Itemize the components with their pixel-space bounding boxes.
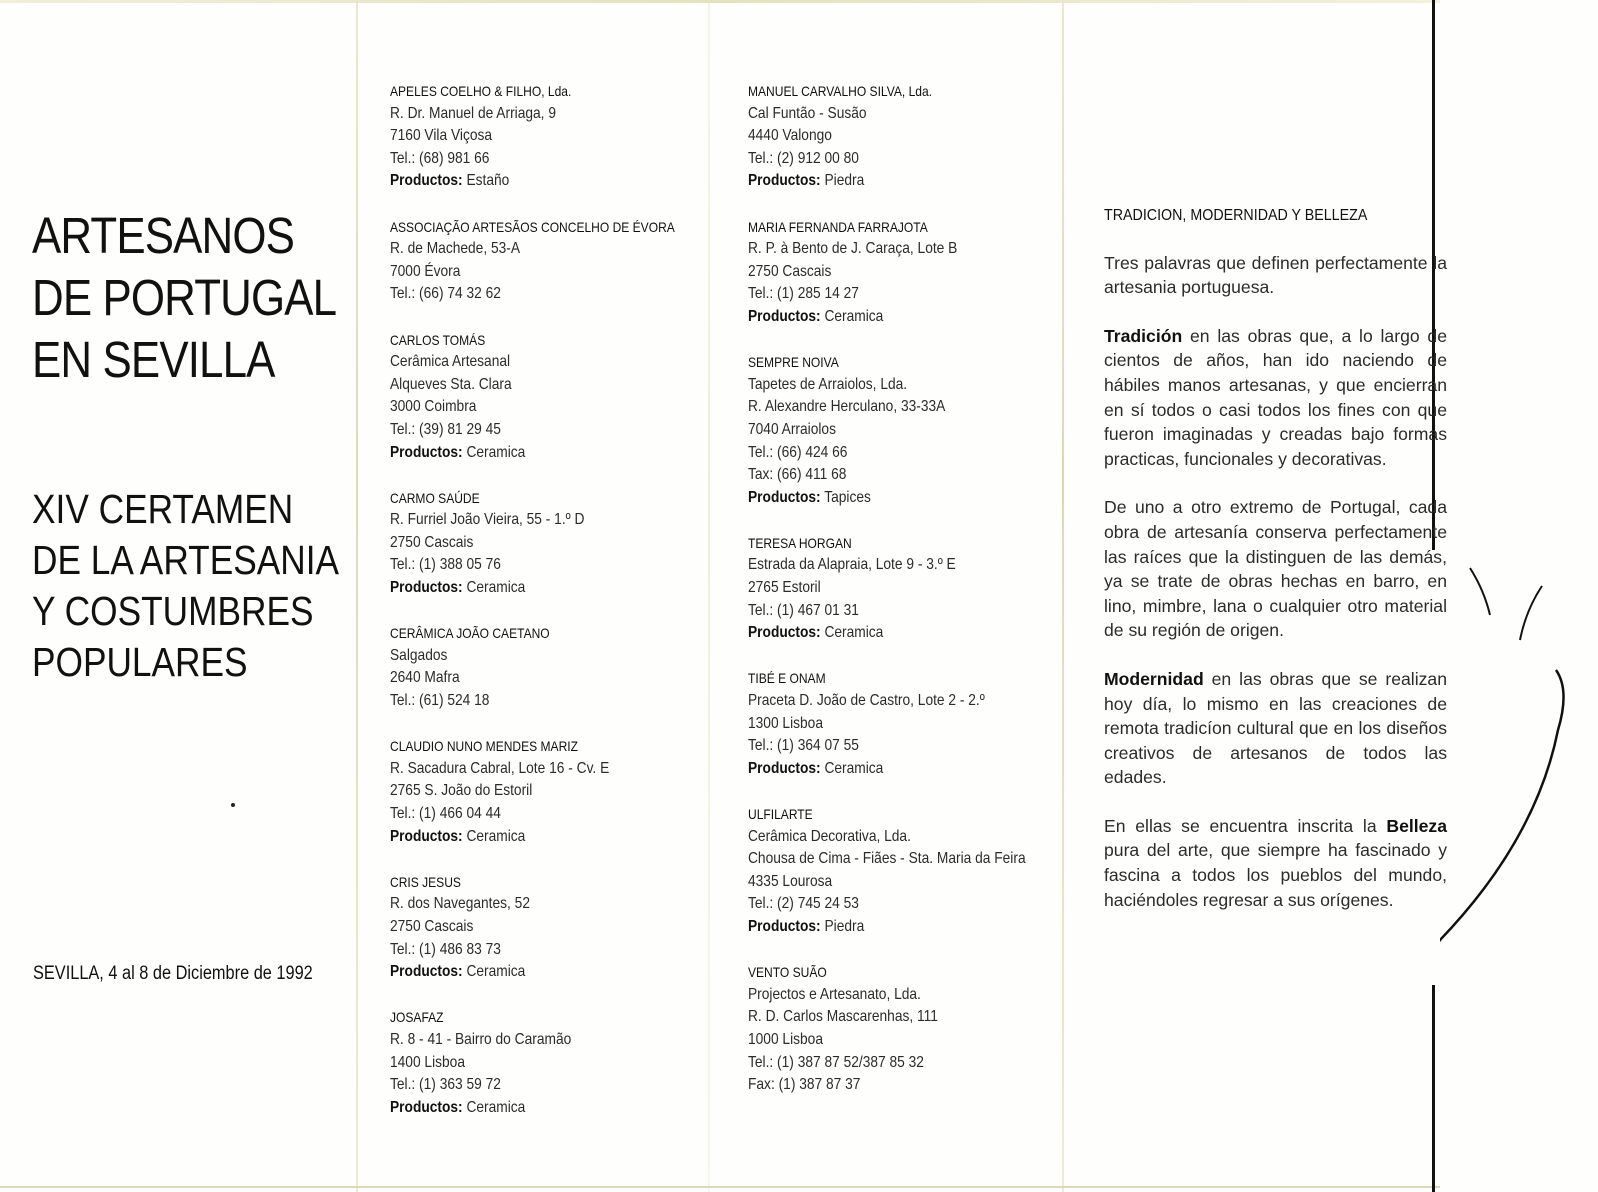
exhibitor-entry xyxy=(390,622,675,712)
vase-cutout-outline xyxy=(1440,540,1590,990)
products-label: Productos: xyxy=(748,307,821,325)
exhibitor-detail: Tel.: (1) 387 87 52/387 85 32 xyxy=(748,1053,924,1071)
exhibitor-detail: Tel.: (1) 467 01 31 xyxy=(748,601,859,619)
exhibitor-name: TERESA HORGAN xyxy=(748,534,852,551)
exhibitor-products xyxy=(390,961,675,984)
ink-speck xyxy=(231,803,235,807)
exhibitor-detail: Tel.: (1) 388 05 76 xyxy=(390,556,501,574)
product-type: Tapices xyxy=(824,488,871,506)
exhibitor-products xyxy=(748,306,1026,329)
exhibitor-detail: 7000 Évora xyxy=(390,262,461,280)
paragraph-text: pura del arte, que siempre ha fascinado y fascina a todos los pueblos del mundo, haciéndoles regresar a sus orígenes. xyxy=(1104,840,1447,910)
exhibitor-products xyxy=(748,487,1026,510)
exhibitor-name: JOSAFAZ xyxy=(390,1009,444,1026)
exhibitor-entry xyxy=(390,1006,675,1119)
cover-subtitle-line: POPULARES xyxy=(32,639,248,685)
exhibitor-name: APELES COELHO & FILHO, Lda. xyxy=(390,83,572,99)
products-label: Productos: xyxy=(390,963,463,981)
product-type: Ceramica xyxy=(466,443,526,461)
exhibitor-detail: Salgados xyxy=(390,646,448,664)
exhibitor-name: VENTO SUÃO xyxy=(748,964,827,981)
intro-paragraph: De uno a otro extremo de Portugal, cada obra de artesanía conserva perfectamente las raíces que la distinguen de las demás, ya se trate de obras hechas en barro, en lino, mimbre, lana o cualquier otro material de su región de origen. xyxy=(1104,497,1447,641)
exhibitor-detail: 2765 Estoril xyxy=(748,579,821,597)
exhibitor-entry xyxy=(748,667,1026,780)
exhibitor-entry xyxy=(390,871,675,984)
exhibitor-name: CARMO SAÚDE xyxy=(390,489,480,506)
cover-subtitle-line: XIV CERTAMEN xyxy=(32,486,294,532)
fold-line xyxy=(1062,0,1064,1192)
product-type: Estaño xyxy=(466,172,510,190)
exhibitor-products xyxy=(748,916,1026,939)
keyword-modernidad: Modernidad xyxy=(1104,668,1204,689)
exhibitor-entry xyxy=(390,80,675,193)
exhibitor-products xyxy=(748,622,1026,645)
exhibitor-entry xyxy=(390,487,675,600)
exhibitor-detail: R. Sacadura Cabral, Lote 16 - Cv. E xyxy=(390,759,610,777)
product-type: Ceramica xyxy=(466,579,526,597)
fold-line xyxy=(708,0,710,1192)
exhibitor-detail: R. Dr. Manuel de Arriaga, 9 xyxy=(390,104,556,122)
exhibitor-entry xyxy=(748,80,1026,193)
exhibitor-entry xyxy=(748,532,1026,645)
exhibitor-name: CRIS JESUS xyxy=(390,873,461,890)
exhibitor-detail: Tel.: (66) 424 66 xyxy=(748,443,848,461)
product-type: Ceramica xyxy=(466,827,526,845)
exhibitor-name: TIBÉ E ONAM xyxy=(748,670,826,687)
exhibitor-detail: 2640 Mafra xyxy=(390,669,460,687)
products-label: Productos: xyxy=(390,1098,463,1116)
exhibitor-detail: Tel.: (1) 486 83 73 xyxy=(390,940,501,958)
exhibitor-name: MARIA FERNANDA FARRAJOTA xyxy=(748,218,928,235)
cover-subtitle-line: DE LA ARTESANIA xyxy=(32,537,340,583)
intro-panel xyxy=(1104,204,1447,936)
exhibitor-name: CLAUDIO NUNO MENDES MARIZ xyxy=(390,738,578,755)
product-type: Ceramica xyxy=(824,759,884,777)
exhibitor-detail: 2750 Cascais xyxy=(390,917,474,935)
exhibitor-entry xyxy=(390,329,675,465)
exhibitor-name: ASSOCIAÇÃO ARTESÃOS CONCELHO DE ÉVORA xyxy=(390,218,675,235)
exhibitor-products xyxy=(748,170,1026,193)
exhibitor-detail: 7160 Vila Viçosa xyxy=(390,127,493,145)
cover-subtitle-line: Y COSTUMBRES xyxy=(32,588,314,634)
exhibitor-entry xyxy=(390,735,675,848)
exhibitor-detail: Cerâmica Decorativa, Lda. xyxy=(748,827,911,845)
exhibitor-products xyxy=(748,758,1026,781)
exhibitor-detail: Alqueves Sta. Clara xyxy=(390,375,512,393)
exhibitor-detail: R. de Machede, 53-A xyxy=(390,240,521,258)
paragraph-text: en las obras que, a lo largo de cientos de años, han ido naciendo de hábiles manos artesanas, y que encierran en sí todos o casi todos los fines con que fueron imaginadas y creadas bajo formas practicas, funcionales y decorativas. xyxy=(1104,325,1447,469)
exhibitor-detail: Tel.: (1) 466 04 44 xyxy=(390,805,501,822)
products-label: Productos: xyxy=(748,917,821,935)
cover-title xyxy=(32,205,336,391)
paragraph-text: en las obras que se realizan hoy día, lo mismo en las creaciones de remota tradicíon cultural que en los diseños creativos de artesanos de todos las edades. xyxy=(1104,668,1447,788)
exhibitor-name: CARLOS TOMÁS xyxy=(390,331,486,348)
exhibitor-detail: Projectos e Artesanato, Lda. xyxy=(748,985,921,1003)
exhibitor-name: CERÂMICA JOÃO CAETANO xyxy=(390,625,550,642)
exhibitor-detail: Tapetes de Arraiolos, Lda. xyxy=(748,375,908,393)
exhibitor-detail: Fax: (1) 387 87 37 xyxy=(748,1076,861,1094)
products-label: Productos: xyxy=(748,172,821,190)
product-type: Piedra xyxy=(824,172,865,190)
directory-column-2 xyxy=(748,80,1026,1119)
exhibitor-detail: Estrada da Alapraia, Lote 9 - 3.º E xyxy=(748,556,956,574)
directory-column-1 xyxy=(390,80,675,1142)
exhibitor-detail: R. P. à Bento de J. Caraça, Lote B xyxy=(748,240,958,258)
paragraph-text: En ellas se encuentra inscrita la xyxy=(1104,815,1387,836)
die-cut-edge xyxy=(1432,985,1435,1192)
exhibitor-detail: R. Alexandre Herculano, 33-33A xyxy=(748,398,946,416)
keyword-belleza: Belleza xyxy=(1386,815,1447,836)
exhibitor-detail: 1300 Lisboa xyxy=(748,714,823,732)
exhibitor-detail: 1400 Lisboa xyxy=(390,1053,465,1071)
exhibitor-name: MANUEL CARVALHO SILVA, Lda. xyxy=(748,83,933,99)
event-date: SEVILLA, 4 al 8 de Diciembre de 1992 xyxy=(33,963,313,984)
paper-top-edge xyxy=(0,0,1440,3)
exhibitor-detail: Tel.: (1) 363 59 72 xyxy=(390,1076,501,1094)
product-type: Ceramica xyxy=(466,1098,526,1116)
exhibitor-detail: Tel.: (66) 74 32 62 xyxy=(390,285,501,303)
product-type: Ceramica xyxy=(824,307,884,325)
exhibitor-entry xyxy=(748,961,1026,1097)
exhibitor-detail: 4335 Lourosa xyxy=(748,872,833,890)
exhibitor-detail: Praceta D. João de Castro, Lote 2 - 2.º xyxy=(748,692,985,710)
products-label: Productos: xyxy=(748,488,821,506)
exhibitor-detail: 2750 Cascais xyxy=(390,533,474,551)
product-type: Ceramica xyxy=(466,963,526,981)
cover-subtitle xyxy=(32,484,339,688)
exhibitor-products xyxy=(390,170,675,193)
exhibitor-products xyxy=(390,442,675,465)
product-type: Ceramica xyxy=(824,624,884,642)
intro-paragraph xyxy=(1104,814,1447,912)
exhibitor-products xyxy=(390,577,675,600)
exhibitor-detail: 2765 S. João do Estoril xyxy=(390,782,533,800)
products-label: Productos: xyxy=(748,624,821,642)
products-label: Productos: xyxy=(390,443,463,461)
cover-title-line: EN SEVILLA xyxy=(32,331,275,388)
product-type: Piedra xyxy=(824,917,865,935)
intro-paragraph: Tres palavras que definen perfectamente la artesania portuguesa. xyxy=(1104,252,1447,298)
exhibitor-detail: Cal Funtão - Susão xyxy=(748,104,867,122)
exhibitor-entry xyxy=(748,216,1026,329)
exhibitor-detail: R. dos Navegantes, 52 xyxy=(390,895,530,913)
products-label: Productos: xyxy=(748,759,821,777)
exhibitor-detail: Tel.: (1) 285 14 27 xyxy=(748,285,859,303)
intro-heading: TRADICION, MODERNIDAD Y BELLEZA xyxy=(1104,207,1368,224)
exhibitor-products xyxy=(390,826,675,849)
exhibitor-detail: 1000 Lisboa xyxy=(748,1030,823,1048)
exhibitor-entry xyxy=(748,803,1026,939)
exhibitor-detail: Cerâmica Artesanal xyxy=(390,353,511,371)
fold-line xyxy=(356,0,358,1192)
exhibitor-detail: R. Furriel João Vieira, 55 - 1.º D xyxy=(390,511,585,529)
exhibitor-detail: Tel.: (2) 912 00 80 xyxy=(748,149,859,167)
exhibitor-detail: Tel.: (1) 364 07 55 xyxy=(748,737,859,755)
exhibitor-name: SEMPRE NOIVA xyxy=(748,354,839,371)
exhibitor-entry xyxy=(748,351,1026,509)
keyword-tradicion: Tradición xyxy=(1104,325,1183,346)
exhibitor-detail: 4440 Valongo xyxy=(748,127,832,145)
exhibitor-detail: 7040 Arraiolos xyxy=(748,420,836,438)
exhibitor-detail: Tel.: (39) 81 29 45 xyxy=(390,420,501,438)
exhibitor-name: ULFILARTE xyxy=(748,806,813,822)
exhibitor-entry xyxy=(390,216,675,306)
intro-paragraph xyxy=(1104,324,1447,472)
intro-paragraph xyxy=(1104,667,1447,790)
cover-title-line: ARTESANOS xyxy=(32,207,295,264)
exhibitor-detail: R. D. Carlos Mascarenhas, 111 xyxy=(748,1008,938,1026)
exhibitor-detail: R. 8 - 41 - Bairro do Caramão xyxy=(390,1030,572,1048)
exhibitor-detail: Tax: (66) 411 68 xyxy=(748,466,847,484)
products-label: Productos: xyxy=(390,579,463,597)
exhibitor-detail: 2750 Cascais xyxy=(748,262,832,280)
cover-title-line: DE PORTUGAL xyxy=(32,269,337,326)
exhibitor-detail: 3000 Coimbra xyxy=(390,398,477,416)
paper-bottom-edge xyxy=(0,1186,1440,1188)
exhibitor-detail: Tel.: (61) 524 18 xyxy=(390,692,490,710)
exhibitor-detail: Tel.: (68) 981 66 xyxy=(390,149,490,167)
products-label: Productos: xyxy=(390,827,463,845)
exhibitor-detail: Tel.: (2) 745 24 53 xyxy=(748,895,859,913)
products-label: Productos: xyxy=(390,172,463,190)
exhibitor-products xyxy=(390,1097,675,1120)
exhibitor-detail: Chousa de Cima - Fiães - Sta. Maria da Feira xyxy=(748,850,1026,868)
